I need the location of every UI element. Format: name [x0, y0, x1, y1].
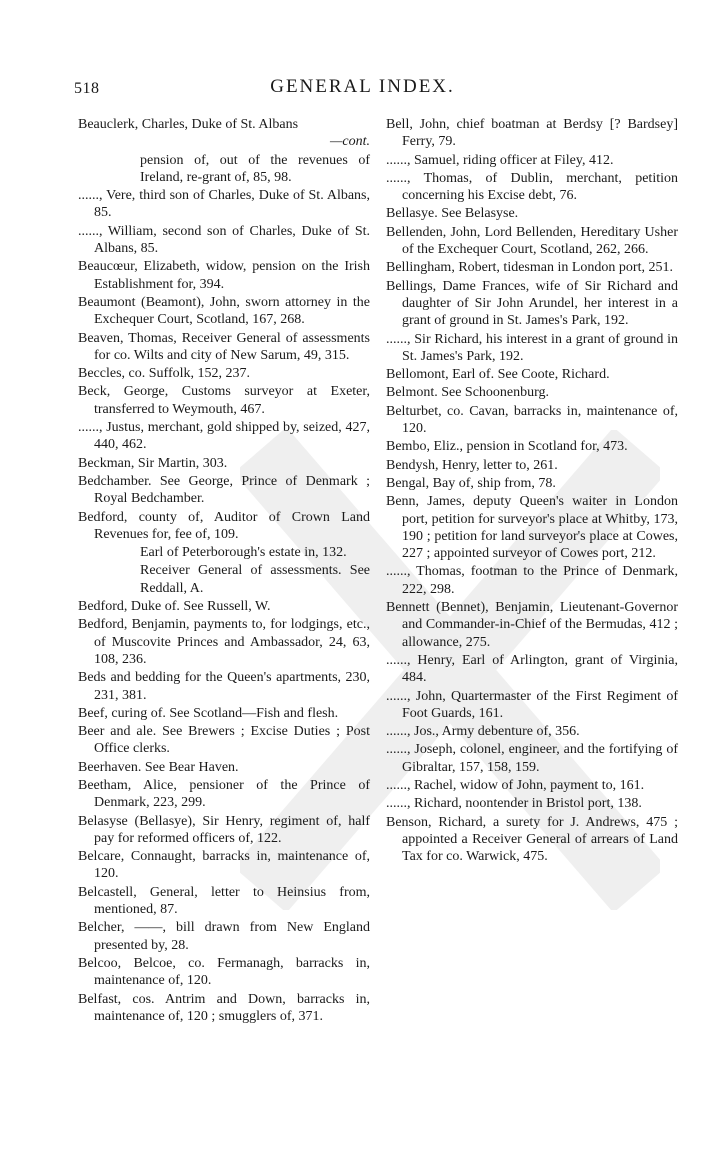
entry-text: Beauclerk, Charles, Duke of St. Albans	[78, 117, 299, 132]
index-entry	[78, 919, 370, 954]
entry-text: pension of, out of the revenues of Ireland, re-grant of, 85, 98.	[140, 152, 370, 185]
index-entry	[386, 438, 678, 455]
index-column-left	[78, 116, 370, 1026]
entry-text: Benson, Richard, a surety for J. Andrews, 475 ; appointed a Receiver General of arrears of Land Tax for co. Warwick, 475.	[386, 814, 678, 865]
entry-text: Beccles, co. Suffolk, 152, 237.	[78, 366, 250, 382]
entry-text: Bell, John, chief boatman at Berdsy [? Bardsey] Ferry, 79.	[386, 117, 678, 150]
index-entry	[386, 116, 678, 151]
index-entry	[78, 777, 370, 812]
index-entry	[78, 116, 370, 151]
index-entry	[386, 331, 678, 366]
entry-text: Beerhaven. See Bear Haven.	[78, 759, 239, 775]
index-entry	[386, 170, 678, 205]
index-columns	[78, 116, 678, 1026]
index-entry	[386, 723, 678, 740]
entry-text: Beaven, Thomas, Receiver General of assessments for co. Wilts and city of New Sarum, 49, 315.	[78, 330, 370, 363]
index-entry	[78, 723, 370, 758]
index-entry	[78, 705, 370, 722]
index-entry	[78, 884, 370, 919]
entry-text: ......, Samuel, riding officer at Filey, 412.	[386, 152, 614, 168]
index-column-right	[386, 116, 678, 1026]
index-entry	[386, 224, 678, 259]
entry-text: Belfast, cos. Antrim and Down, barracks in, maintenance of, 120 ; smugglers of, 371.	[78, 991, 370, 1024]
entry-text: Belturbet, co. Cavan, barracks in, maintenance of, 120.	[386, 403, 678, 437]
entry-text: Beaumont (Beamont), John, sworn attorney in the Exchequer Court, Scotland, 167, 268.	[78, 294, 370, 328]
entry-text: Bennett (Bennet), Benjamin, Lieutenant-Governor and Commander-in-Chief of the Bermudas, 412 ; allowance, 275.	[386, 600, 678, 650]
index-entry	[386, 777, 678, 794]
entry-text: Bedford, Duke of. See Russell, W.	[78, 599, 271, 615]
index-entry	[78, 509, 370, 544]
entry-text: ......, John, Quartermaster of the First Regiment of Foot Guards, 161.	[386, 688, 678, 721]
entry-text: Belcastell, General, letter to Heinsius from, mentioned, 87.	[78, 884, 370, 918]
index-entry	[386, 259, 678, 276]
index-entry	[386, 205, 678, 222]
index-entry	[386, 652, 678, 687]
index-entry	[386, 493, 678, 562]
entry-text: Bellingham, Robert, tidesman in London port, 251.	[386, 260, 673, 276]
index-entry	[78, 419, 370, 454]
entry-text: ......, Vere, third son of Charles, Duke of St. Albans, 85.	[78, 188, 370, 221]
entry-text: Beck, George, Customs surveyor at Exeter, transferred to Weymouth, 467.	[78, 384, 370, 417]
entry-text: ......, Richard, noontender in Bristol port, 138.	[386, 796, 642, 812]
entry-text: Bellings, Dame Frances, wife of Sir Richard and daughter of Sir John Arundel, her interest in a grant of ground in St. James's Park, 192.	[386, 278, 678, 329]
index-entry	[386, 384, 678, 401]
entry-text: Belasyse (Bellasye), Sir Henry, regiment of, half pay for reformed officers of, 122.	[78, 813, 370, 846]
index-entry	[386, 278, 678, 330]
index-subentry	[78, 544, 370, 561]
page-header	[74, 76, 651, 102]
entry-text: Beaucœur, Elizabeth, widow, pension on the Irish Establishment for, 394.	[78, 259, 370, 292]
entry-text: Beds and bedding for the Queen's apartments, 230, 231, 381.	[78, 670, 370, 703]
index-entry	[386, 475, 678, 492]
index-entry	[78, 258, 370, 293]
entry-text: Bengal, Bay of, ship from, 78.	[386, 475, 556, 491]
index-entry	[386, 403, 678, 438]
entry-text: Belcher, ——, bill drawn from New England presented by, 28.	[78, 920, 370, 953]
index-entry	[78, 294, 370, 329]
index-entry	[386, 152, 678, 169]
entry-text: Bellomont, Earl of. See Coote, Richard.	[386, 367, 610, 383]
index-entry	[78, 223, 370, 258]
entry-text: ......, Jos., Army debenture of, 356.	[386, 724, 580, 740]
entry-text: Bellenden, John, Lord Bellenden, Hereditary Usher of the Exchequer Court, Scotland, 262, 266.	[386, 224, 678, 258]
entry-text: Earl of Peterborough's estate in, 132.	[140, 545, 347, 561]
entry-text: ......, Henry, Earl of Arlington, grant of Virginia, 484.	[386, 652, 678, 686]
entry-text: ......, Joseph, colonel, engineer, and the fortifying of Gibraltar, 157, 158, 159.	[386, 742, 678, 775]
index-entry	[386, 599, 678, 651]
continued-marker: —cont.	[329, 134, 370, 150]
index-entry	[78, 991, 370, 1026]
index-entry	[78, 365, 370, 382]
entry-text: ......, Justus, merchant, gold shipped by, seized, 427, 440, 462.	[78, 420, 370, 453]
index-entry	[386, 688, 678, 723]
entry-text: Benn, James, deputy Queen's waiter in London port, petition for surveyor's place at Whitby, 173, 190 ; petition for land surveyor's place at Cowes, 227 ; appointed surveyor of Cowes port, 212.	[386, 494, 678, 562]
index-entry	[386, 563, 678, 598]
entry-text: Bedford, Benjamin, payments to, for lodgings, etc., of Muscovite Princes and Ambassador, 24, 63, 108, 236.	[78, 617, 370, 667]
entry-text: Belcoo, Belcoe, co. Fermanagh, barracks in, maintenance of, 120.	[78, 955, 370, 989]
index-entry	[78, 848, 370, 883]
index-entry	[78, 455, 370, 472]
index-entry	[78, 598, 370, 615]
index-subentry	[78, 562, 370, 597]
entry-text: Bedchamber. See George, Prince of Denmark ; Royal Bedchamber.	[78, 473, 370, 507]
index-entry	[78, 473, 370, 508]
entry-text: Bedford, county of, Auditor of Crown Land Revenues for, fee of, 109.	[78, 509, 370, 542]
page-number: 518	[74, 80, 100, 97]
index-entry	[78, 187, 370, 222]
entry-text: ......, William, second son of Charles, Duke of St. Albans, 85.	[78, 223, 370, 257]
entry-text: Belmont. See Schoonenburg.	[386, 385, 550, 401]
entry-text: Beer and ale. See Brewers ; Excise Duties ; Post Office clerks.	[78, 724, 370, 757]
index-entry	[386, 795, 678, 812]
index-entry	[386, 366, 678, 383]
entry-text: Beef, curing of. See Scotland—Fish and flesh.	[78, 705, 339, 721]
entry-text: Bendysh, Henry, letter to, 261.	[386, 457, 558, 473]
running-head: GENERAL INDEX.	[270, 76, 455, 97]
entry-text: Beckman, Sir Martin, 303.	[78, 455, 228, 471]
index-entry	[386, 814, 678, 866]
entry-text: Receiver General of assessments. See Reddall, A.	[140, 563, 370, 596]
index-entry	[78, 669, 370, 704]
index-entry	[78, 330, 370, 365]
entry-text: Bembo, Eliz., pension in Scotland for, 473.	[386, 439, 628, 455]
index-entry	[386, 741, 678, 776]
index-entry	[386, 457, 678, 474]
index-entry	[78, 955, 370, 990]
entry-text: ......, Rachel, widow of John, payment to, 161.	[386, 777, 645, 793]
index-entry	[78, 759, 370, 776]
entry-text: ......, Thomas, footman to the Prince of Denmark, 222, 298.	[386, 564, 678, 597]
entry-text: Beetham, Alice, pensioner of the Prince of Denmark, 223, 299.	[78, 777, 370, 811]
entry-text: Bellasye. See Belasyse.	[386, 206, 519, 222]
entry-text: Belcare, Connaught, barracks in, maintenance of, 120.	[78, 849, 370, 882]
entry-text: ......, Thomas, of Dublin, merchant, petition concerning his Excise debt, 76.	[386, 170, 678, 204]
index-entry	[78, 616, 370, 668]
entry-text: ......, Sir Richard, his interest in a grant of ground in St. James's Park, 192.	[386, 331, 678, 364]
index-entry	[78, 813, 370, 848]
index-entry	[78, 383, 370, 418]
index-subentry	[78, 152, 370, 187]
